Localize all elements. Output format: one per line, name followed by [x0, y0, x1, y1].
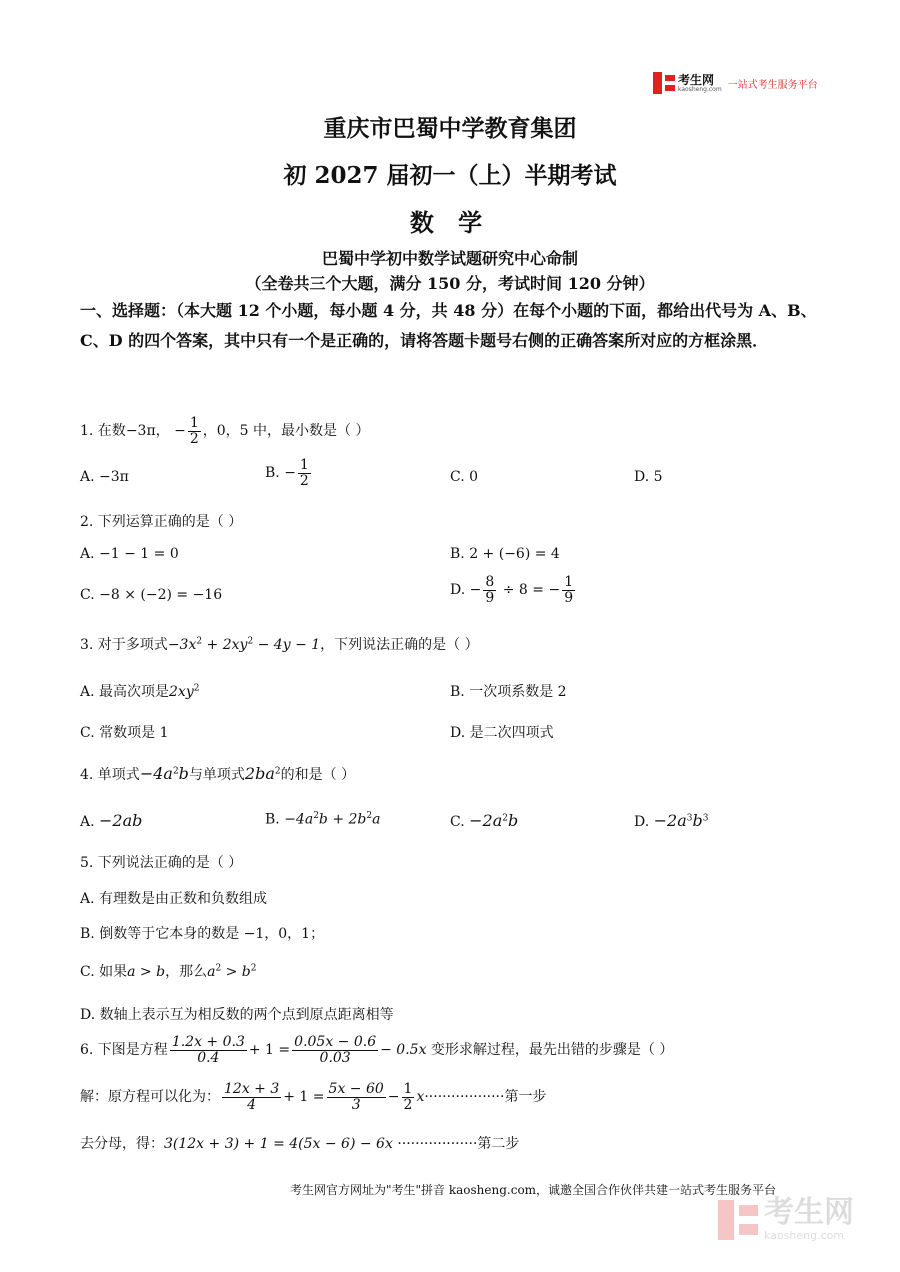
maker-line: 巴蜀中学初中数学试题研究中心命制	[321, 249, 578, 268]
q2-option-d: D. − $\frac{8}{9}$ ÷ 8 = − $\frac{1}{9}$	[450, 574, 574, 606]
q3-stem: 3. 对于多项式$-3x^2 + 2xy^2 - 4y - 1$，下列说法正确的是（ ）	[80, 636, 479, 653]
watermark-domain: kaosheng.com	[764, 1229, 845, 1242]
exam-title: 初 2027 届初一（上）半期考试	[283, 162, 617, 189]
q1-option-b: B. − $\frac{1}{2}$	[265, 457, 309, 489]
q1-option-a: A. −3π	[80, 469, 129, 485]
q5-option-b: B. 倒数等于它本身的数是 −1，0，1；	[80, 926, 325, 942]
logo-name: 考生网	[678, 72, 715, 87]
q1-option-d: D. 5	[634, 469, 663, 485]
logo-slogan: 一站式考生服务平台	[727, 79, 818, 91]
q4-stem: 4. 单项式$-4a^2b$与单项式$2ba^2$的和是（ ）	[80, 764, 356, 783]
q5-option-c: C. 如果a > b，那么$a^2 > b^2$	[80, 963, 257, 980]
watermark-name: 考生网	[764, 1195, 854, 1230]
q4-option-a: A. −2ab	[80, 811, 143, 830]
q4-option-d: D. $-2a^3b^3$	[634, 811, 709, 830]
q3-option-b: B. 一次项系数是 2	[450, 684, 567, 700]
footer-text: 考生网官方网址为"考生"拼音 kaosheng.com，诚邀全国合作伙伴共建一站式考生服务平台	[290, 1183, 777, 1197]
q2-stem: 2. 下列运算正确的是（ ）	[80, 514, 243, 530]
q5-stem: 5. 下列说法正确的是（ ）	[80, 855, 243, 871]
q5-option-a: A. 有理数是由正数和负数组成	[80, 891, 268, 907]
q3-option-a: A. 最高次项是$2xy^2$	[80, 683, 200, 700]
q1-option-c: C. 0	[450, 469, 479, 485]
kaosheng-logo-icon	[653, 72, 675, 94]
q1-fraction: $\frac{1}{2}$	[189, 415, 199, 447]
q1-stem: 1. 在数−3π， − $\frac{1}{2}$ ，0，5 中，最小数是（ ）	[80, 415, 370, 447]
q3-option-c: C. 常数项是 1	[80, 725, 169, 741]
q2-option-b: B. 2 + (−6) = 4	[450, 546, 560, 562]
q5-option-d: D. 数轴上表示互为相反数的两个点到原点距离相等	[80, 1007, 394, 1023]
q6-solution-step2: 去分母，得：3(12x + 3) + 1 = 4(5x − 6) − 6x ··················第二步	[80, 1136, 520, 1152]
q2-option-c: C. −8 × (−2) = −16	[80, 587, 223, 603]
q6-stem: 6. 下图是方程 $\frac{1.2x + 0.3}{0.4}$ + 1 = $\frac{0.05x - 0.6}{0.03}$ − 0.5x 变形求解过程，最先出错的步骤是（ ）	[80, 1034, 674, 1066]
school-title: 重庆市巴蜀中学教育集团	[323, 115, 577, 142]
subject-title: 数 学	[409, 208, 491, 237]
logo-domain: kaosheng.com	[678, 85, 722, 93]
q4-option-c: C. $-2a^2b$	[450, 811, 519, 830]
watermark	[718, 1195, 854, 1242]
q2-option-a: A. −1 − 1 = 0	[80, 546, 179, 562]
q6-solution-step1: 解：原方程可以化为： $\frac{12x + 3}{4}$ + 1 = $\frac{5x - 60}{3}$ − $\frac{1}{2}$ x··················第一步	[80, 1081, 547, 1113]
q3-option-d: D. 是二次四项式	[450, 725, 554, 741]
exam-info: （全卷共三个大题，满分 150 分，考试时间 120 分钟）	[245, 274, 655, 293]
q4-option-b: B. $-4a^2b + 2b^2a$	[265, 811, 381, 828]
header-logo	[653, 72, 818, 94]
watermark-logo-icon	[718, 1200, 758, 1240]
section-1-heading: 一、选择题：（本大题 12 个小题，每小题 4 分，共 48 分）在每个小题的下面，都给出代号为 A、B、C、D 的四个答案，其中只有一个是正确的，请将答题卡题号右侧的正确答案所对应的方框涂黑．	[80, 301, 817, 350]
